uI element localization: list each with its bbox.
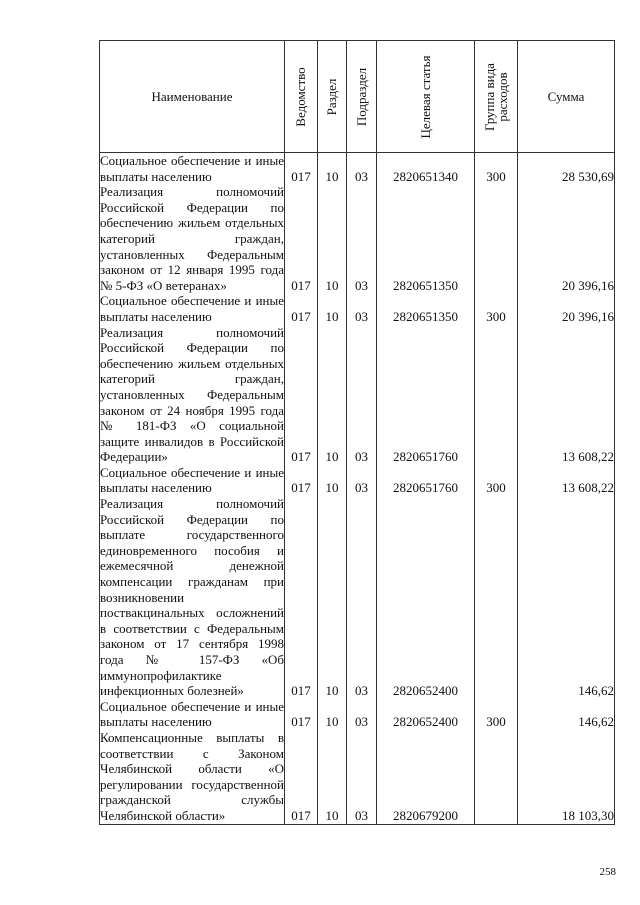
table-header-row	[100, 41, 615, 153]
row-razdel: 10	[318, 325, 347, 465]
table-row	[100, 293, 615, 324]
row-sum: 13 608,22	[518, 465, 615, 496]
header-podrazdel: Подраздел	[347, 41, 377, 153]
table-row	[100, 153, 615, 185]
row-expense-group: 300	[475, 699, 518, 730]
row-target-article: 2820651760	[377, 465, 475, 496]
row-target-article: 2820651350	[377, 293, 475, 324]
table-row	[100, 325, 615, 465]
row-target-article: 2820651350	[377, 184, 475, 293]
row-name: Реализация полномочий Российской Федерации по обеспечению жильем отдельных категорий граждан, установленных Федеральным законом от 24 ноября 1995 года № 181-ФЗ «О социальной защите инвалидов в Российской Федерации»	[100, 324, 284, 465]
row-razdel: 10	[318, 153, 347, 185]
row-sum: 146,62	[518, 496, 615, 699]
header-name: Наименование	[100, 41, 285, 153]
row-vedomstvo: 017	[285, 730, 318, 824]
row-sum: 13 608,22	[518, 325, 615, 465]
row-name: Социальное обеспечение и иные выплаты населению	[100, 293, 284, 324]
row-podrazdel: 03	[347, 465, 377, 496]
row-podrazdel: 03	[347, 325, 377, 465]
row-expense-group: 300	[475, 465, 518, 496]
table-row	[100, 496, 615, 699]
row-razdel: 10	[318, 465, 347, 496]
row-vedomstvo: 017	[285, 699, 318, 730]
row-razdel: 10	[318, 496, 347, 699]
row-expense-group	[475, 184, 518, 293]
row-expense-group	[475, 496, 518, 699]
header-target-article: Целевая статья	[377, 41, 475, 153]
header-expense-group: Группа вида расходов	[475, 41, 518, 153]
row-expense-group	[475, 325, 518, 465]
row-name: Социальное обеспечение и иные выплаты населению	[100, 698, 284, 730]
row-target-article: 2820652400	[377, 496, 475, 699]
row-target-article: 2820652400	[377, 699, 475, 730]
row-sum: 146,62	[518, 699, 615, 730]
row-name: Социальное обеспечение и иные выплаты населению	[100, 153, 284, 184]
row-target-article: 2820679200	[377, 730, 475, 824]
row-podrazdel: 03	[347, 496, 377, 699]
row-razdel: 10	[318, 293, 347, 324]
row-expense-group: 300	[475, 153, 518, 185]
row-name: Реализация полномочий Российской Федерации по выплате государственного единовременного пособия и ежемесячной денежной компенсации гражданам при возникновении поствакцинальных осложнений в соответствии с Федеральным законом от 17 сентября 1998 года № 157-ФЗ «Об иммунопрофилактике инфекционных болезней»	[100, 496, 284, 699]
row-name: Социальное обеспечение и иные выплаты населению	[100, 464, 284, 496]
row-podrazdel: 03	[347, 153, 377, 185]
row-vedomstvo: 017	[285, 293, 318, 324]
row-podrazdel: 03	[347, 699, 377, 730]
row-name: Компенсационные выплаты в соответствии с Законом Челябинской области «О регулировании государственной гражданской службы Челябинской области»	[100, 729, 284, 823]
row-razdel: 10	[318, 730, 347, 824]
row-vedomstvo: 017	[285, 153, 318, 185]
row-target-article: 2820651760	[377, 325, 475, 465]
row-vedomstvo: 017	[285, 325, 318, 465]
row-expense-group: 300	[475, 293, 518, 324]
row-podrazdel: 03	[347, 184, 377, 293]
header-razdel: Раздел	[318, 41, 347, 153]
table-row	[100, 465, 615, 496]
row-expense-group	[475, 730, 518, 824]
table-row	[100, 699, 615, 730]
table-row	[100, 730, 615, 824]
row-vedomstvo: 017	[285, 465, 318, 496]
row-target-article: 2820651340	[377, 153, 475, 185]
row-podrazdel: 03	[347, 293, 377, 324]
page-number: 258	[599, 866, 616, 878]
row-razdel: 10	[318, 184, 347, 293]
row-sum: 20 396,16	[518, 184, 615, 293]
row-name: Реализация полномочий Российской Федерации по обеспечению жильем отдельных категорий граждан, установленных Федеральным законом от 12 января 1995 года № 5-ФЗ «О ветеранах»	[100, 184, 284, 293]
budget-table	[99, 40, 615, 825]
row-vedomstvo: 017	[285, 496, 318, 699]
row-sum: 20 396,16	[518, 293, 615, 324]
row-razdel: 10	[318, 699, 347, 730]
header-vedomstvo: Ведомство	[285, 41, 318, 153]
row-sum: 28 530,69	[518, 153, 615, 185]
row-vedomstvo: 017	[285, 184, 318, 293]
row-sum: 18 103,30	[518, 730, 615, 824]
header-sum: Сумма	[518, 41, 615, 153]
row-podrazdel: 03	[347, 730, 377, 824]
table-row	[100, 184, 615, 293]
